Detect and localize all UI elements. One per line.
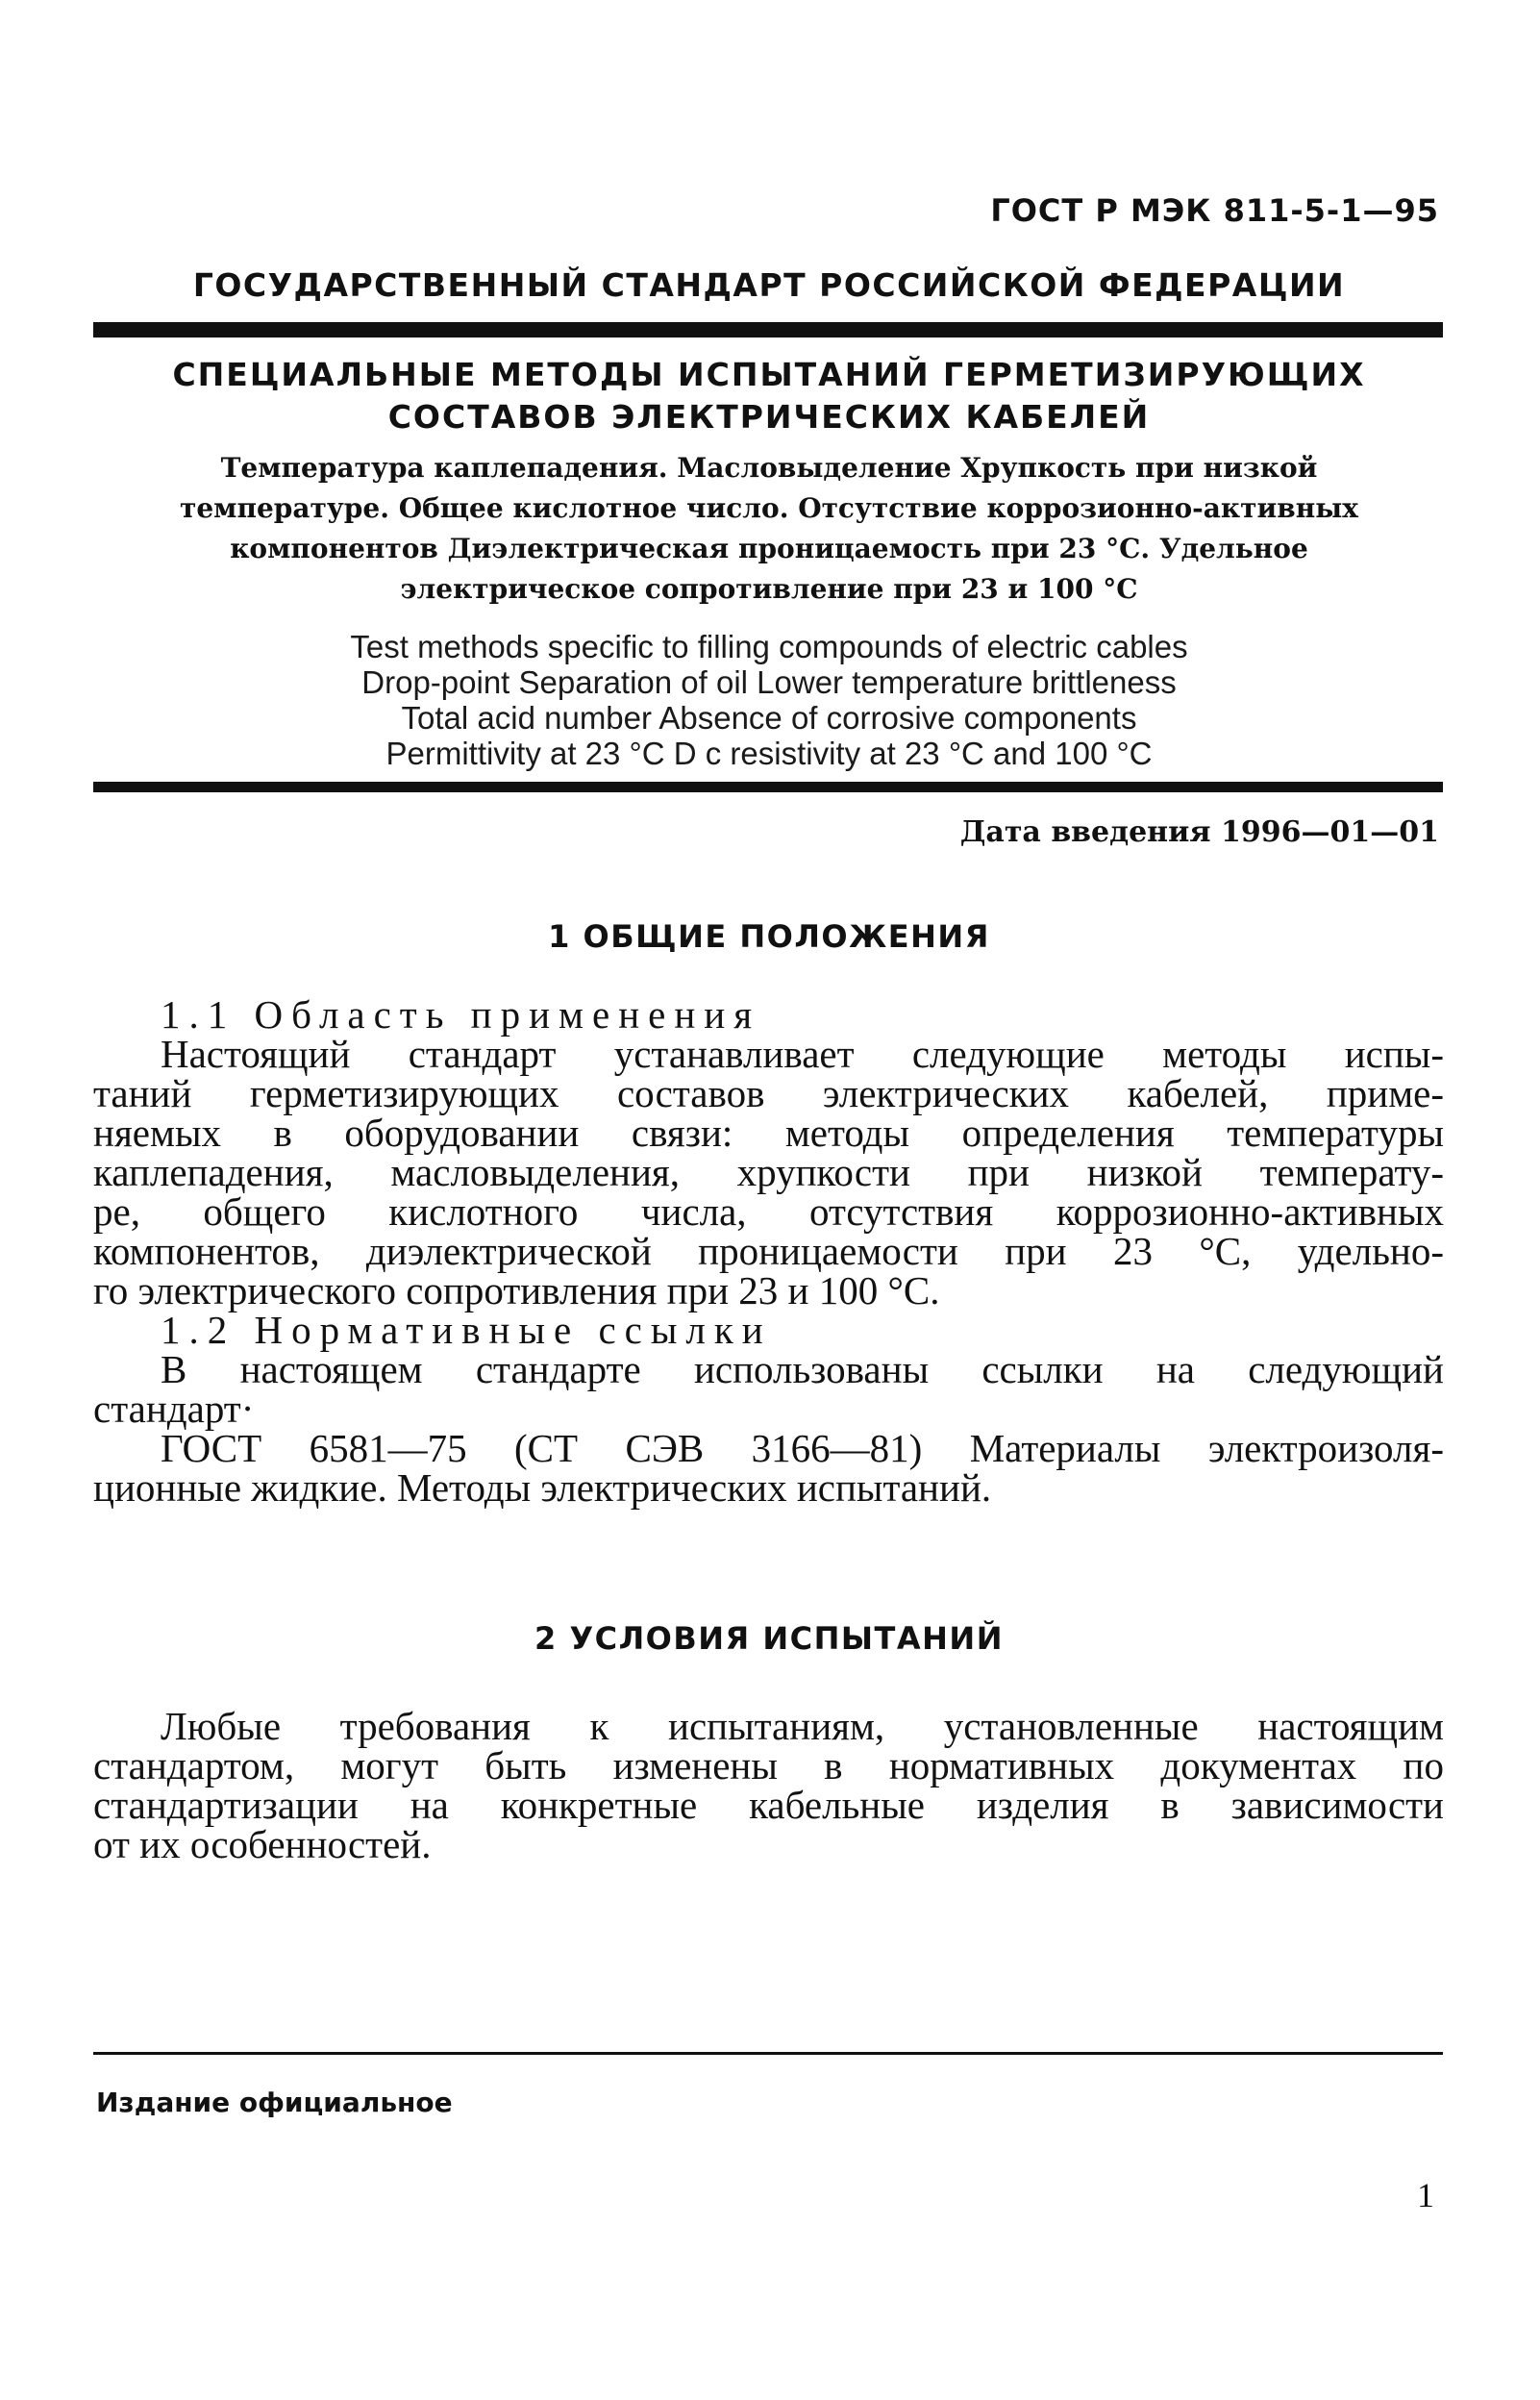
edition-label: Издание официальное bbox=[96, 2087, 453, 2118]
reference-line: ционные жидкие. Методы электрических испытаний. bbox=[93, 1465, 992, 1510]
title-line: СОСТАВОВ ЭЛЕКТРИЧЕСКИХ КАБЕЛЕЙ bbox=[387, 398, 1151, 436]
paragraph-line: ре, общего кислотного числа, отсутствия коррозионно-активных bbox=[93, 1189, 1444, 1234]
title-line: СПЕЦИАЛЬНЫЕ МЕТОДЫ ИСПЫТАНИЙ ГЕРМЕТИЗИРУЮЩИХ bbox=[172, 356, 1366, 393]
introduction-date: Дата введения 1996—01—01 bbox=[959, 815, 1439, 849]
paragraph-line: от их особенностей. bbox=[93, 1822, 432, 1866]
section-1-body bbox=[93, 992, 1444, 1510]
page-number: 1 bbox=[1417, 2176, 1434, 2214]
document-title bbox=[96, 354, 1442, 438]
paragraph-line: няемых в оборудовании связи: методы определения температуры bbox=[93, 1111, 1444, 1155]
subtitle-english bbox=[96, 629, 1442, 771]
header-divider bbox=[93, 322, 1443, 338]
paragraph-line: В настоящем стандарте использованы ссылки на следующий bbox=[161, 1347, 1444, 1391]
subtitle-ru-line: компонентов Диэлектрическая проницаемость при 23 °С. Удельное bbox=[230, 533, 1308, 564]
footer-divider bbox=[93, 2052, 1443, 2055]
section-1-heading: 1 ОБЩИЕ ПОЛОЖЕНИЯ bbox=[548, 918, 990, 955]
subtitle-ru-line: электрическое сопротивление при 23 и 100 °С bbox=[400, 573, 1138, 605]
paragraph-line: стандарт· bbox=[93, 1387, 255, 1431]
paragraph-line: таний герметизирующих составов электрических кабелей, приме- bbox=[93, 1071, 1444, 1115]
paragraph-line: каплепадения, масловыделения, хрупкости при низкой температу- bbox=[93, 1150, 1444, 1194]
title-block-divider bbox=[93, 782, 1443, 792]
subsection-1-2-heading: 1.2 Нормативные ссылки bbox=[161, 1308, 772, 1352]
subtitle-en-line: Test methods specific to filling compounds of electric cables bbox=[350, 629, 1188, 664]
section-2-body bbox=[93, 1704, 1444, 1866]
paragraph-line: Настоящий стандарт устанавливает следующие методы испы- bbox=[161, 1032, 1444, 1076]
standard-number: ГОСТ Р МЭК 811-5-1—95 bbox=[990, 192, 1439, 229]
paragraph-line: стандартом, могут быть изменены в нормативных документах по bbox=[93, 1743, 1444, 1788]
subtitle-russian bbox=[96, 448, 1442, 610]
paragraph-line: Любые требования к испытаниям, установленные настоящим bbox=[161, 1704, 1444, 1748]
subsection-1-1-heading: 1.1 Область применения bbox=[161, 992, 761, 1037]
subtitle-ru-line: Температура каплепадения. Масловыделение Хрупкость при низкой bbox=[220, 452, 1318, 484]
subtitle-en-line: Drop-point Separation of oil Lower temperature brittleness bbox=[361, 664, 1177, 700]
reference-line: ГОСТ 6581—75 (СТ СЭВ 3166—81) Материалы электроизоля- bbox=[161, 1426, 1444, 1470]
paragraph-line: стандартизации на конкретные кабельные изделия в зависимости bbox=[93, 1783, 1444, 1827]
paragraph-line: го электрического сопротивления при 23 и 100 °С. bbox=[93, 1268, 940, 1312]
section-2-heading: 2 УСЛОВИЯ ИСПЫТАНИЙ bbox=[534, 1620, 1004, 1657]
subtitle-en-line: Total acid number Absence of corrosive components bbox=[401, 700, 1137, 736]
organization-title: ГОСУДАРСТВЕННЫЙ СТАНДАРТ РОССИЙСКОЙ ФЕДЕРАЦИИ bbox=[192, 266, 1346, 304]
paragraph-line: компонентов, диэлектрической проницаемости при 23 °С, удельно- bbox=[93, 1229, 1444, 1273]
subtitle-ru-line: температуре. Общее кислотное число. Отсутствие коррозионно-активных bbox=[180, 492, 1358, 524]
subtitle-en-line: Permittivity at 23 °C D c resistivity at 23 °C and 100 °C bbox=[385, 736, 1153, 771]
